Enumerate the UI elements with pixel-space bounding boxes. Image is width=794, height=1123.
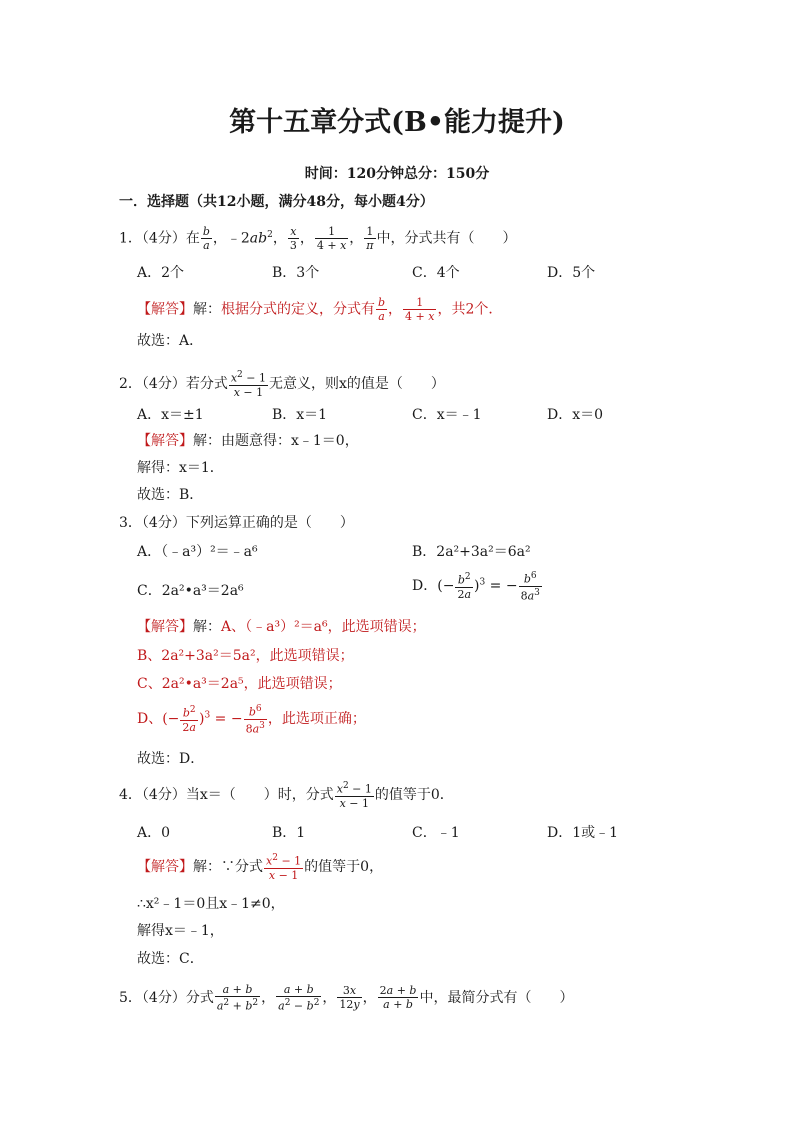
question-5-stem: 5．（4分）分式 $\frac{a + b}{a^2 + b^2}$ ， $\frac{a + b}{a^2 - b^2}$ ， $\frac{3x}{12y}$ ， $\frac{2a + b}{a + b}$ 中，最简分式有（ ） [119, 983, 574, 1013]
frac-x-over-3: $\frac{x}{3}$ [289, 225, 297, 253]
q3-option-b: B．2a²+3a²＝6a² [412, 544, 531, 560]
question-4-stem: 4．（4分）当x＝（ ）时，分式 $\frac{x^2 - 1}{x - 1}$ 的值等于0． [119, 781, 454, 810]
q4-option-c: C．﹣1 [412, 825, 460, 841]
q3-answer-1: 【解答】解：A、（﹣a³）²＝a⁶，此选项错误； [137, 619, 426, 635]
question-3-stem: 3．（4分）下列运算正确的是（ ） [119, 515, 354, 531]
section-heading: 一．选择题（共12小题，满分48分，每小题4分） [119, 194, 434, 210]
q3-answer-4: D、(− $\frac{b^2}{2a}$ )$^3$ = − $\frac{b^6}{8a^3}$ ，此选项正确； [137, 704, 366, 736]
q1-option-b: B．3个 [272, 265, 320, 281]
q2-option-c: C．x＝﹣1 [412, 407, 482, 423]
q4-choice: 故选：C． [137, 951, 204, 967]
q3-choice: 故选：D． [137, 751, 205, 767]
frac-1-over-pi: $\frac{1}{\pi}$ [366, 225, 374, 253]
q3-answer-3: C、2a²•a³＝2a⁵，此选项错误； [137, 676, 342, 692]
frac-1-over-4-plus-x: $\frac{1}{4 + x}$ [316, 225, 347, 253]
q3-option-c: C．2a²•a³＝2a⁶ [137, 583, 244, 599]
q1-option-a: A．2个 [137, 265, 185, 281]
q2-solve: 解得：x＝1． [137, 460, 224, 476]
q1-choice: 故选：A． [137, 333, 204, 349]
q2-answer: 【解答】解：由题意得：x﹣1＝0， [137, 433, 359, 449]
q4-option-b: B．1 [272, 825, 306, 841]
q3-answer-2: B、2a²+3a²＝5a²，此选项错误； [137, 648, 354, 664]
q4-answer-2: ∴x²﹣1＝0且x﹣1≠0， [137, 896, 285, 912]
exam-meta: 时间：120分钟总分：150分 [304, 166, 490, 182]
q2-choice: 故选：B． [137, 487, 204, 503]
q4-option-a: A．0 [137, 825, 171, 841]
q3-option-d: D．(− $\frac{b^2}{2a}$ )$^3$ = − $\frac{b^6}{8a^3}$ [412, 571, 540, 603]
q1-option-d: D．5个 [547, 265, 596, 281]
frac-b-over-a: $\frac{b}{a}$ [202, 225, 210, 253]
page-title: 第十五章分式(B•能力提升) [229, 107, 565, 138]
q2-option-a: A．x＝±1 [137, 407, 204, 423]
q4-option-d: D．1或﹣1 [547, 825, 619, 841]
q3-option-a: A．（﹣a³）²＝﹣a⁶ [137, 544, 258, 560]
q1-option-c: C．4个 [412, 265, 460, 281]
q2-option-d: D．x＝0 [547, 407, 604, 423]
question-2-stem: 2．（4分）若分式 $\frac{x^2 - 1}{x - 1}$ 无意义，则x的值是（ ） [119, 370, 445, 399]
question-1-stem: 1．（4分）在 $\frac{b}{a}$ ，$﹣2ab^2$， $\frac{x}{3}$ ， $\frac{1}{4 + x}$ ， $\frac{1}{\pi}$ 中，分式共有（ ） [119, 225, 517, 253]
q2-option-b: B．x＝1 [272, 407, 328, 423]
q4-answer: 【解答】解：∵分式 $\frac{x^2 - 1}{x - 1}$ 的值等于0， [137, 853, 384, 882]
q4-solve: 解得x＝﹣1， [137, 923, 224, 939]
q1-answer: 【解答】解：根据分式的定义，分式有 $\frac{b}{a}$ ， $\frac{1}{4 + x}$ ，共2个． [137, 296, 503, 323]
